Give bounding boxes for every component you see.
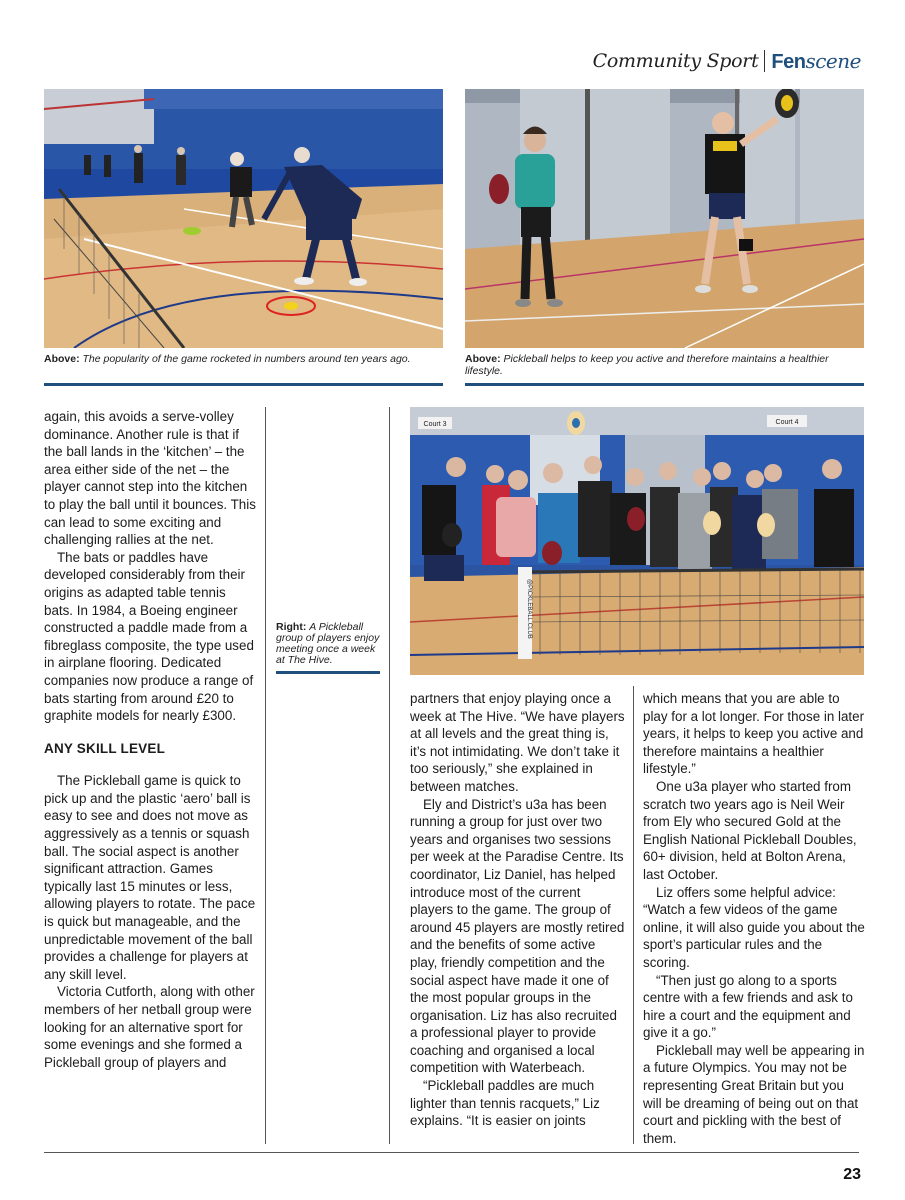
brand-logo-italic: scene — [805, 48, 861, 73]
paragraph: again, this avoids a serve-volley dominance. Another rule is that if the ball lands in the ‘kitchen’ – the area either side of the net – the player cannot step into the kitchen to play the ball until it bounces. This can lead to some exciting and challenging rallies at the net. — [44, 409, 256, 548]
paragraph: Pickleball may well be appearing in a future Olympics. You may not be representing Great Britain but you will be dreaming of being out on that court and pickling with the best of them. — [643, 1042, 865, 1146]
column-divider — [633, 686, 634, 1144]
court-3-sign: Court 3 — [423, 421, 447, 428]
caption-top-right — [465, 353, 864, 377]
caption-text: Pickleball helps to keep you active and therefore maintains a healthier lifestyle. — [465, 353, 829, 377]
caption-top-left — [44, 353, 443, 365]
caption-rule — [276, 671, 380, 674]
caption-lead: Above: — [44, 353, 80, 365]
court-4-sign: Court 4 — [775, 419, 799, 426]
caption-rule — [44, 383, 443, 386]
section-title: Community Sport — [592, 50, 759, 72]
caption-rule — [465, 383, 864, 386]
paragraph: Victoria Cutforth, along with other members of her netball group were looking for an alternative sport for some evenings and she formed a Pickleball group of players and — [44, 984, 255, 1070]
net-banner-text: @PICKLEBALL.CLUB — [526, 579, 532, 639]
body-column-4 — [643, 690, 865, 1147]
running-header — [593, 46, 861, 76]
caption-text: A Pickleball group of players enjoy meeting once a week at The Hive. — [276, 621, 380, 666]
body-column-1 — [44, 408, 258, 1071]
photo-group-players — [410, 407, 864, 675]
footer-rule — [44, 1152, 859, 1153]
paragraph: Liz offers some helpful advice: “Watch a few videos of the game online, it will also guide you about the sport’s particular rules and the scoring. — [643, 884, 865, 970]
paragraph: “Then just go along to a sports centre with a few friends and ask to hire a court and the equipment and give it a go.” — [643, 972, 853, 1041]
body-column-3 — [410, 690, 626, 1130]
column-divider — [389, 407, 390, 1144]
brand-logo — [771, 49, 861, 74]
caption-lead: Right: — [276, 621, 307, 633]
caption-right — [276, 622, 380, 666]
paragraph: Ely and District’s u3a has been running a group for just over two years and organises two sessions per week at the Paradise Centre. Its coordinator, Liz Daniel, has helped introduce most of the current players to the game. The group of around 45 players are mostly retired and the benefits of some active play, friendly competition and the social aspect have made it one of the most popular groups in the organisation. Liz has also recruited a professional player to provide coaching and organised a local competition with Waterbeach. — [410, 796, 625, 1076]
paragraph: which means that you are able to play for a lot longer. For those in later years, it helps to keep you active and therefore maintains a healthier lifestyle.” — [643, 691, 865, 777]
paragraph: partners that enjoy playing once a week at The Hive. “We have players at all levels and the great thing is, it’s not intimidating. We don’t take it too seriously,” she explained in between matches. — [410, 691, 625, 794]
paragraph: The Pickleball game is quick to pick up and the plastic ‘aero’ ball is easy to see and does not move as aggressively as a tennis or squash ball. The social aspect is another significant attraction. Games typically last 15 minutes or less, allowing players to rotate. The pace is quick but manageable, and the unpredictable movement of the ball provides a challenge for players at any skill level. — [44, 773, 256, 982]
page-number: 23 — [843, 1166, 861, 1183]
caption-lead: Above: — [465, 353, 501, 365]
photo-two-players — [465, 89, 864, 348]
column-divider — [265, 407, 266, 1144]
paragraph: One u3a player who started from scratch two years ago is Neil Weir from Ely who secured Gold at the English National Pickleball Doubles, 60+ division, held at Bolton Arena, last October. — [643, 778, 857, 882]
photo-sports-hall-game — [44, 89, 443, 348]
paragraph: “Pickleball paddles are much lighter than tennis racquets,” Liz explains. “It is easier on joints — [410, 1078, 600, 1129]
header-divider — [764, 50, 765, 72]
caption-text: The popularity of the game rocketed in numbers around ten years ago. — [82, 353, 411, 365]
subheading: ANY SKILL LEVEL — [44, 740, 166, 756]
paragraph: The bats or paddles have developed considerably from their origins as adapted table tennis bats. In 1984, a Boeing engineer constructed a paddle made from a fibreglass composite, the type used in airplane flooring. Dedicated companies now produce a range of bats starting from around £20 to graphite models for nearly £300. — [44, 549, 254, 724]
brand-logo-bold: Fen — [771, 50, 806, 73]
